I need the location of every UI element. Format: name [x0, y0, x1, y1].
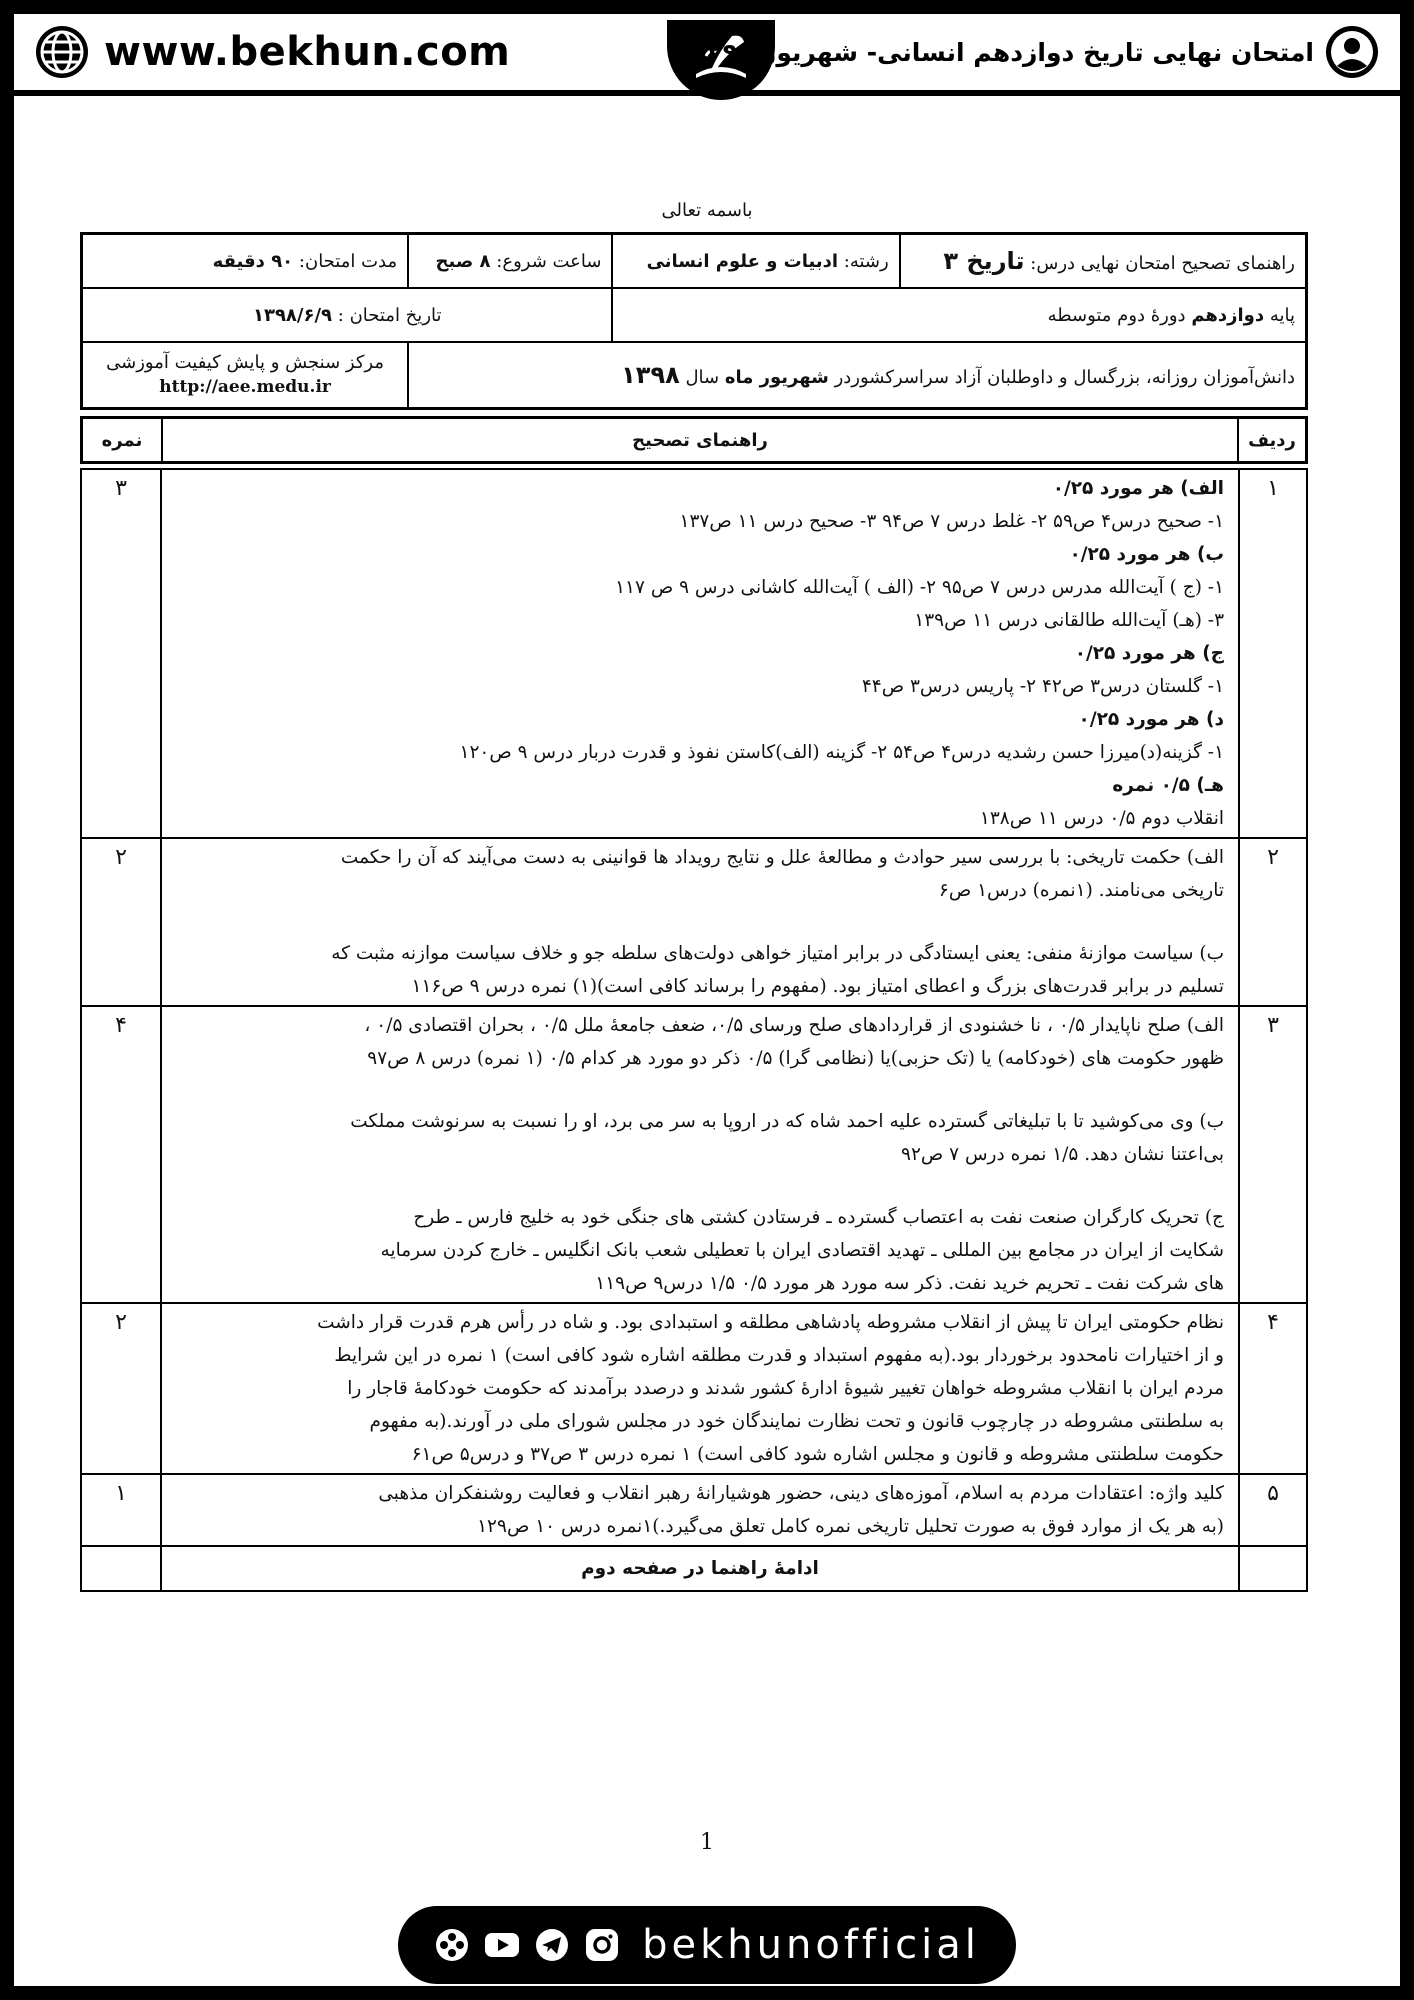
guide-line: تاریخی می‌نامند. (۱نمره) درس۱ ص۶	[938, 880, 1224, 901]
site-header	[14, 14, 1400, 96]
guide-text-cell	[161, 1006, 1239, 1303]
continuation-row	[81, 1546, 1307, 1591]
blank-line	[176, 1171, 1224, 1201]
section-heading: د) هر مورد ۰/۲۵	[1078, 709, 1224, 730]
guide-line: کلید واژه: اعتقادات مردم به اسلام، آموزه‌های دینی، حضور هوشیارانهٔ رهبر انقلاب و فعالیت روشنفکران مذهبی	[378, 1483, 1224, 1504]
month-value: شهریور ماه	[724, 367, 829, 388]
field-name: ادبیات و علوم انسانی	[646, 250, 839, 272]
row-number: ۴	[1239, 1303, 1307, 1474]
besme-heading: باسمه تعالی	[661, 200, 753, 221]
guide-line: ب) وی می‌کوشید تا با تبلیغاتی گسترده علیه احمد شاه که در اروپا به سر می برد، او را نسبت به سرنوشت مملکت	[350, 1111, 1224, 1132]
center-name: مرکز سنجش و پایش کیفیت آموزشی	[106, 352, 384, 373]
guide-line: ۳- (هـ) آیت‌الله طالقانی درس ۱۱ ص۱۳۹	[914, 610, 1224, 631]
field-cell	[612, 234, 899, 289]
guide-text-cell	[161, 838, 1239, 1006]
guide-line: ظهور حکومت های (خودکامه) یا (تک حزبی)یا (نظامی گرا) ۰/۵ ذکر دو مورد هر کدام ۰/۵ (۱ نمره) درس ۸ ص۹۷	[367, 1048, 1224, 1069]
guide-line: نظام حکومتی ایران تا پیش از انقلاب مشروطه پادشاهی مطلقه و استبدادی بود. و شاه در رأس هرم قدرت قرار داشت	[317, 1312, 1224, 1333]
youtube-icon[interactable]	[484, 1927, 520, 1963]
empty-cell	[1239, 1546, 1307, 1591]
guide-text-cell	[161, 1303, 1239, 1474]
row-number: ۳	[1239, 1006, 1307, 1303]
site-url-text: www.bekhun.com	[104, 29, 511, 75]
exam-title: امتحان نهایی تاریخ دوازدهم انسانی- شهریور ۱۳۹۸	[692, 37, 1314, 67]
row-score: ۳	[81, 469, 161, 838]
empty-cell	[81, 1546, 161, 1591]
field-label: رشته:	[843, 250, 889, 272]
duration-cell	[82, 234, 409, 289]
guide-line: های شرکت نفت ـ تحریم خرید نفت. ذکر سه مورد هر مورد ۰/۵ ۱/۵ درس۹ ص۱۱۹	[595, 1273, 1224, 1294]
guide-line: ۱- گزینه(د)میرزا حسن رشدیه درس۴ ص۵۴ ۲- گزینه (الف)کاستن نفوذ و قدرت دربار درس ۹ ص۱۲۰	[459, 742, 1224, 763]
guide-table-header	[80, 416, 1308, 464]
guide-row	[81, 1474, 1307, 1546]
row-score: ۲	[81, 838, 161, 1006]
social-bar	[398, 1906, 1016, 1984]
guide-label: راهنمای تصحیح امتحان نهایی درس:	[1030, 253, 1295, 274]
guide-line: ج) تحریک کارگران صنعت نفت به اعتصاب گسترده ـ فرستادن کشتی های جنگی خود به خلیج فارس ـ طرح	[413, 1207, 1224, 1228]
row-score: ۱	[81, 1474, 161, 1546]
section-heading: هـ) ۰/۵ نمره	[1112, 775, 1224, 796]
blank-line	[176, 1075, 1224, 1105]
year-value: ۱۳۹۸	[621, 361, 680, 389]
film-reel-icon[interactable]	[434, 1927, 470, 1963]
page-number: 1	[700, 1830, 714, 1855]
course-cell	[900, 234, 1307, 289]
date-label: تاریخ امتحان :	[337, 304, 442, 326]
guide-row	[81, 469, 1307, 838]
guide-line: به سلطنتی مشروطه در چارچوب قانون و تحت نظارت نمایندگان خود در مجلس شورای ملی در آورند.(به مفهوم	[369, 1411, 1224, 1432]
guide-row	[81, 1303, 1307, 1474]
center-cell	[82, 342, 409, 409]
guide-line: بی‌اعتنا نشان دهد. ۱/۵ نمره درس ۷ ص۹۲	[901, 1144, 1224, 1165]
guide-line: ۱- (ج ) آیت‌الله مدرس درس ۷ ص۹۵ ۲- (الف ) آیت‌الله کاشانی درس ۹ ص ۱۱۷	[615, 577, 1224, 598]
row-column-header: ردیف	[1238, 418, 1307, 463]
guide-line: الف) صلح ناپایدار ۰/۵ ، نا خشنودی از قراردادهای صلح ورسای ۰/۵، ضعف جامعهٔ ملل ۰/۵ ، بحران اقتصادی ۰/۵ ،	[364, 1015, 1224, 1036]
grade-prefix: پایه	[1269, 304, 1295, 326]
center-url[interactable]: http://aee.medu.ir	[159, 377, 331, 397]
section-heading: ج) هر مورد ۰/۲۵	[1074, 643, 1224, 664]
site-url-block[interactable]	[34, 22, 510, 82]
start-time-cell	[408, 234, 612, 289]
exam-title-block	[692, 22, 1380, 82]
exam-info-table	[80, 232, 1308, 410]
guide-line: ۱- صحیح درس۴ ص۵۹ ۲- غلط درس ۷ ص۹۴ ۳- صحیح درس ۱۱ ص۱۳۷	[679, 511, 1224, 532]
start-label: ساعت شروع:	[496, 250, 602, 272]
instagram-icon[interactable]	[584, 1927, 620, 1963]
course-name: تاریخ ۳	[943, 247, 1025, 275]
grade-suffix: دورهٔ دوم متوسطه	[1047, 304, 1186, 326]
row-score: ۴	[81, 1006, 161, 1303]
date-value: ۱۳۹۸/۶/۹	[252, 304, 333, 326]
guide-line: ۱- گلستان درس۳ ص۴۲ ۲- پاریس درس۳ ص۴۴	[861, 676, 1224, 697]
guide-text-cell	[161, 469, 1239, 838]
row-score: ۲	[81, 1303, 161, 1474]
globe-icon	[34, 24, 90, 80]
score-column-header: نمره	[82, 418, 163, 463]
user-icon	[1324, 24, 1380, 80]
guide-row	[81, 1006, 1307, 1303]
guide-line: مردم ایران با انقلاب مشروطه خواهان تغییر شیوهٔ ادارهٔ کشور شدند و درصدد برآمدند که حکومت خودکامهٔ قاجار را	[347, 1378, 1224, 1399]
guide-line: حکومت سلطنتی مشروطه و قانون و مجلس اشاره شود کافی است) ۱ نمره درس ۳ ص۳۷ و درس۵ ص۶۱	[411, 1444, 1224, 1465]
answer-guide-table	[80, 468, 1308, 1592]
guide-line: ب) سیاست موازنهٔ منفی: یعنی ایستادگی در برابر امتیاز خواهی دولت‌های سلطه جو و خلاف سیاست موازنه مثبت که	[331, 943, 1224, 964]
students-cell	[408, 342, 1306, 409]
row-number: ۱	[1239, 469, 1307, 838]
guide-column-header: راهنمای تصحیح	[162, 418, 1238, 463]
duration-value: ۹۰ دقیقه	[212, 250, 294, 272]
grade-value: دوازدهم	[1191, 304, 1265, 326]
guide-line: (به هر یک از موارد فوق به صورت تحلیل تاریخی نمره کامل تعلق می‌گیرد.)۱نمره درس ۱۰ ص۱۲۹	[477, 1516, 1224, 1537]
guide-row	[81, 838, 1307, 1006]
guide-line: الف) حکمت تاریخی: با بررسی سیر حوادث و مطالعهٔ علل و نتایج رویداد ها قوانینی به دست می‌آیند که آن را حکمت	[340, 847, 1224, 868]
students-text: دانش‌آموزان روزانه، بزرگسال و داوطلبان آزاد سراسرکشوردر	[834, 367, 1295, 388]
guide-text-cell	[161, 1474, 1239, 1546]
blank-line	[176, 907, 1224, 937]
guide-line: تسلیم در برابر قدرت‌های بزرگ و اعطای امتیاز بود. (مفهوم را برساند کافی است)(۱) نمره درس ۹ ص۱۱۶	[411, 976, 1224, 997]
section-heading: ب) هر مورد ۰/۲۵	[1069, 544, 1224, 565]
guide-line: انقلاب دوم ۰/۵ درس ۱۱ ص۱۳۸	[979, 808, 1224, 829]
section-heading: الف) هر مورد ۰/۲۵	[1052, 478, 1224, 499]
continuation-note: ادامهٔ راهنما در صفحه دوم	[161, 1546, 1239, 1591]
row-number: ۵	[1239, 1474, 1307, 1546]
duration-label: مدت امتحان:	[298, 250, 398, 272]
guide-line: شکایت از ایران در مجامع بین المللی ـ تهدید اقتصادی ایران با تعطیلی شعب بانک انگلیس ـ خارج کردن سرمایه	[380, 1240, 1224, 1261]
social-handle[interactable]: bekhunofficial	[642, 1922, 980, 1968]
guide-line: و از اختیارات نامحدود برخوردار بود.(به مفهوم استبداد و قدرت مطلقه اشاره شود کافی است) ۱ نمره در این شرایط	[334, 1345, 1224, 1366]
start-value: ۸ صبح	[435, 250, 491, 272]
telegram-icon[interactable]	[534, 1927, 570, 1963]
exam-date-cell	[82, 288, 613, 342]
grade-cell	[612, 288, 1306, 342]
row-number: ۲	[1239, 838, 1307, 1006]
year-label: سال	[685, 367, 720, 388]
